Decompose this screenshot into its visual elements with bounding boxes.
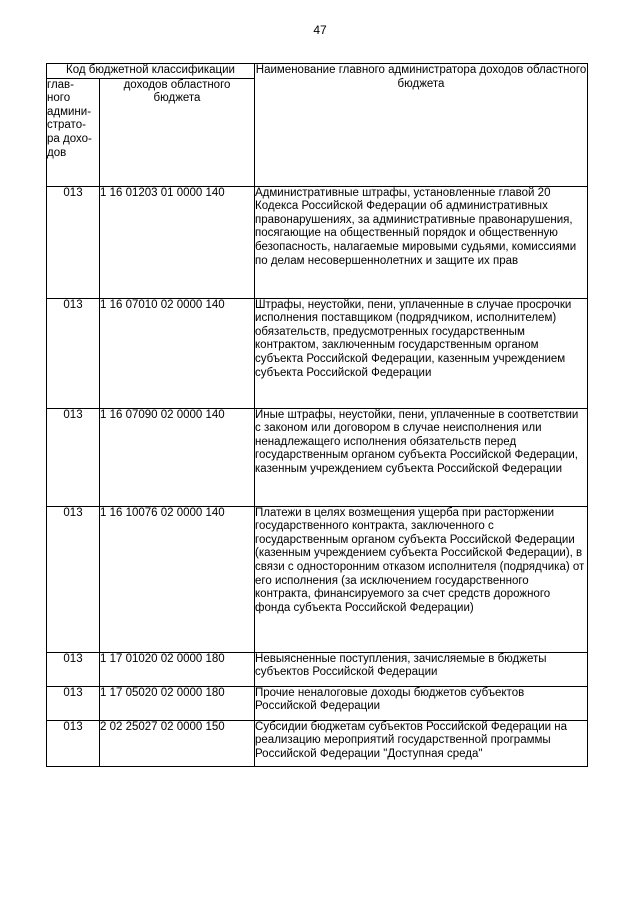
income-name-cell: Платежи в целях возмещения ущерба при расторжении государственного контракта, заключенного с государственным органом субъекта Российской Федерации (казенным учреждением субъекта Российской Федерации), в связи с односторонним отказом исполнителя (подрядчика) от его исполнения (за исключением государственного контракта, финансируемого за счет средств дорожного фонда субъекта Российской Федерации) [255,506,588,652]
income-name-cell: Административные штрафы, установленные главой 20 Кодекса Российской Федерации об административных правонарушениях, за административные правонарушения, посягающие на общественный порядок и общественную безопасность, налагаемые мировыми судьями, комиссиями по делам несовершеннолетних и защите их прав [255,186,588,298]
income-name-cell: Субсидии бюджетам субъектов Российской Федерации на реализацию мероприятий государственной программы Российской Федерации "Доступная среда" [255,720,588,766]
table-row [47,186,588,298]
income-code-cell: 2 02 25027 02 0000 150 [100,720,255,766]
table-header [47,64,588,187]
admin-code-cell: 013 [47,506,100,652]
regional-income-header: доходов областного бюджета [100,78,255,186]
admin-code-cell: 013 [47,186,100,298]
income-code-cell: 1 16 07010 02 0000 140 [100,298,255,408]
income-name-cell: Невыясненные поступления, зачисляемые в бюджеты субъектов Российской Федерации [255,652,588,686]
chief-administrator-header [47,78,100,186]
table-row [47,652,588,686]
administrator-name-header: Наименование главного администратора доходов областного бюджета [255,64,588,187]
budget-code-group-header: Код бюджетной классификации [47,64,255,79]
income-code-cell: 1 17 05020 02 0000 180 [100,686,255,720]
table-row [47,506,588,652]
admin-code-cell: 013 [47,652,100,686]
admin-code-cell: 013 [47,298,100,408]
table-row [47,720,588,766]
income-name-cell: Штрафы, неустойки, пени, уплаченные в случае просрочки исполнения поставщиком (подрядчиком, исполнителем) обязательств, предусмотренных государственным контрактом, заключенным государственным органом субъекта Российской Федерации, казенным учреждением субъекта Российской Федерации [255,298,588,408]
table-row [47,298,588,408]
income-code-cell: 1 17 01020 02 0000 180 [100,652,255,686]
table-row [47,408,588,506]
admin-code-cell: 013 [47,686,100,720]
income-code-cell: 1 16 01203 01 0000 140 [100,186,255,298]
table-body [47,186,588,766]
table-row [47,686,588,720]
admin-code-cell: 013 [47,720,100,766]
budget-classification-table [46,63,588,767]
admin-code-cell: 013 [47,408,100,506]
income-code-cell: 1 16 07090 02 0000 140 [100,408,255,506]
chief-administrator-header-label: глав- ного админи- страто- ра дохо- дов [47,78,92,159]
income-code-cell: 1 16 10076 02 0000 140 [100,506,255,652]
income-name-cell: Прочие неналоговые доходы бюджетов субъектов Российской Федерации [255,686,588,720]
page-number: 47 [313,23,327,37]
income-name-cell: Иные штрафы, неустойки, пени, уплаченные в соответствии с законом или договором в случае неисполнения или ненадлежащего исполнения обязательств перед государственным органом субъекта Российской Федерации, казенным учреждением субъекта Российской Федерации [255,408,588,506]
